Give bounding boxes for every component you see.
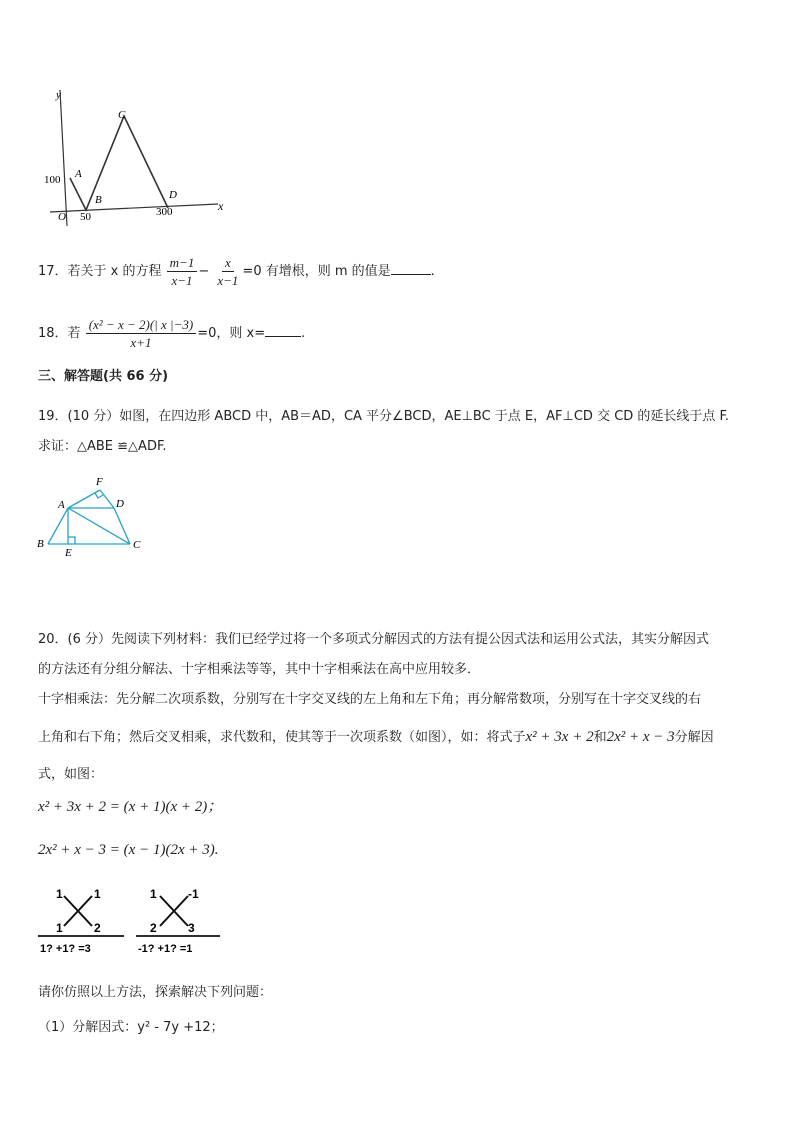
question-20-prompt: 请你仿照以上方法，探索解决下列问题： — [38, 985, 273, 1000]
cross2-top-right: -1 — [188, 887, 199, 901]
fraction: $\frac{\text{(x² − x − 2)(| x |−3)}}{x+1}$ — [86, 316, 197, 351]
question-19-line1: 19．(10 分）如图，在四边形 ABCD 中，AB＝AD，CA 平分∠BCD，AE⊥BC 于点 E，AF⊥CD 交 CD 的延长线于点 F. — [38, 409, 730, 424]
cross2-top-left: 1 — [150, 887, 157, 901]
y-axis-label: y — [56, 89, 61, 101]
label-c: C — [133, 539, 141, 551]
point-a-label: A — [75, 168, 82, 180]
question-17: 17．若关于 x 的方程 $\frac{m-1}{x-1}$ − $\frac{x}{x-1}$ =0 有增根，则 m 的值是 . — [38, 255, 435, 288]
x-tick-50: 50 — [80, 211, 91, 223]
quadrilateral-figure — [34, 474, 154, 558]
question-20-line3: 十字相乘法：先分解二次项系数，分别写在十字交叉线的左上角和左下角；再分解常数项，分别写在十字交叉线的右 — [38, 692, 702, 707]
cross-diagram-1 — [36, 884, 128, 956]
cross-diagram-2 — [136, 884, 228, 956]
label-d: D — [116, 498, 124, 510]
fraction-2: $\frac{x}{x-1}$ — [217, 255, 239, 288]
section-title: 三、解答题(共 66 分) — [38, 369, 169, 384]
cross2-result: -1? +1? =1 — [138, 943, 193, 955]
y-tick-100: 100 — [44, 174, 61, 186]
equation-1: x² + 3x + 2 = (x + 1)(x + 2)； — [38, 799, 223, 815]
question-18: 18．若 $\frac{\text{(x² − x − 2)(| x |−3)}}{x+1}$ =0，则 x= . — [38, 317, 306, 350]
cross1-top-right: 1 — [94, 887, 101, 901]
x-axis — [50, 204, 218, 212]
cross1-bottom-left: 1 — [56, 921, 63, 935]
cross1-result: 1? +1? =3 — [40, 943, 91, 955]
x-axis-label: x — [218, 199, 224, 213]
question-20-line5: 式，如图： — [38, 767, 104, 782]
fraction-1: $\frac{m-1}{x-1}$ — [167, 254, 198, 289]
cross2-bottom-left: 2 — [150, 921, 157, 935]
graph-line — [70, 116, 168, 210]
question-20-line4: 上角和右下角；然后交叉相乘，求代数和，使其等于一次项系数（如图），如：将式子x² + 3x + 2和2x² + x − 3分解因 — [38, 729, 714, 745]
label-f: F — [96, 476, 103, 488]
question-20-line2: 的方法还有分组分解法、十字相乘法等等，其中十字相乘法在高中应用较多． — [38, 662, 481, 677]
cross1-bottom-right: 2 — [94, 921, 101, 935]
graph-figure — [40, 86, 230, 232]
x-tick-300: 300 — [156, 206, 173, 218]
question-19-line2: 求证：△ABE ≌△ADF. — [38, 439, 167, 454]
origin-label: O — [58, 211, 66, 223]
equation-2: 2x² + x − 3 = (x − 1)(2x + 3). — [38, 842, 219, 858]
label-b: B — [37, 538, 44, 550]
answer-blank[interactable] — [265, 324, 301, 337]
point-d-label: D — [169, 189, 177, 201]
cross1-top-left: 1 — [56, 887, 63, 901]
point-b-label: B — [95, 194, 102, 206]
answer-blank[interactable] — [391, 262, 431, 275]
question-20-part1: （1）分解因式：y² - 7y +12； — [38, 1020, 224, 1035]
point-c-label: C — [118, 109, 126, 121]
question-20-line1: 20．(6 分）先阅读下列材料：我们已经学过将一个多项式分解因式的方法有提公因式法和运用公式法，其实分解因式 — [38, 632, 710, 647]
label-a: A — [58, 499, 65, 511]
cross2-bottom-right: 3 — [188, 921, 195, 935]
y-axis — [60, 90, 67, 226]
label-e: E — [65, 547, 72, 558]
